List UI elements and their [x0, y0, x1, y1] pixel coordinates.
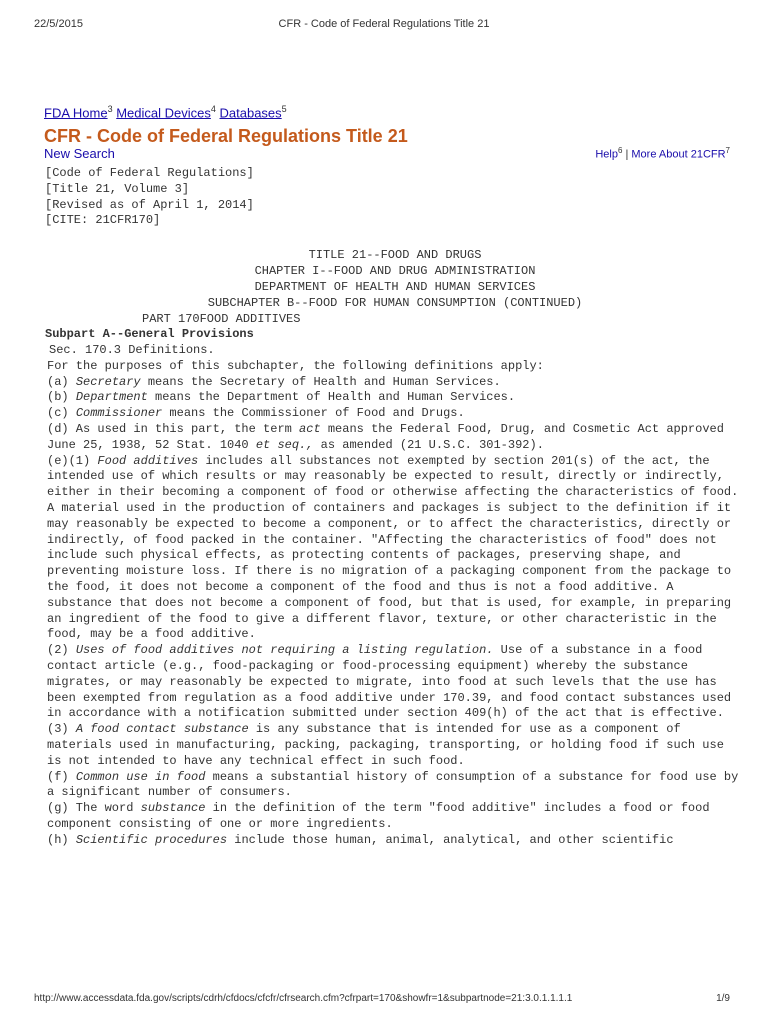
- subpart-heading: Subpart A--General Provisions: [45, 327, 254, 342]
- print-footer-page: 1/9: [716, 993, 730, 1004]
- help-links: [595, 146, 730, 161]
- print-title: CFR - Code of Federal Regulations Title 21: [278, 18, 490, 30]
- intro-paragraph: For the purposes of this subchapter, the following definitions apply:: [47, 358, 544, 373]
- new-search-link[interactable]: New Search: [44, 146, 115, 161]
- definition-h: (h) Scientific procedures include those human, animal, analytical, and other scientific: [47, 832, 674, 847]
- breadcrumb: [44, 104, 287, 120]
- definition-e1: (e)(1) Food additives includes all substances not exempted by section 201(s) of the act, the intended use of which results or may reasonably be expected to result, directly or indirectly, either in their becoming a component of food or otherwise affecting the characteristics of food. A material used in the production of containers and packages is subject to the definition if it may reasonably be expected to become a component, or to affect the characteristics, directly or indirectly, of food packed in the container. "Affecting the characteristics of food" does not include such physical effects, as protecting contents of packages, preserving shape, and preventing moisture loss. If there is no migration of a packaging component from the package to the food, it does not become a component of the food and thus is not a food additive. A substance that does not become a component of food, but that is used, for example, in preparing an ingredient of the food to give a different flavor, texture, or other characteristic in the food, may be a food additive.: [47, 453, 739, 642]
- nav-link-medical-devices[interactable]: Medical Devices: [116, 105, 211, 121]
- meta-line: [Code of Federal Regulations]: [45, 166, 254, 180]
- definition-e3: (3) A food contact substance is any substance that is intended for use as a component of materials used in manufacturing, packing, packaging, transporting, or holding food if such use is not intended to have any technical effect in such food.: [47, 722, 724, 768]
- help-footnote: 6: [617, 146, 623, 155]
- nav-footnote-5: 5: [281, 104, 287, 114]
- page-title: CFR - Code of Federal Regulations Title 21: [44, 126, 408, 146]
- definition-a: (a) Secretary means the Secretary of Health and Human Services.: [47, 374, 501, 389]
- definition-b: (b) Department means the Department of Health and Human Services.: [47, 390, 516, 405]
- regulation-content: [45, 166, 745, 848]
- nav-footnote-4: 4: [210, 104, 216, 114]
- title-heading: TITLE 21--FOOD AND DRUGS: [308, 248, 482, 263]
- print-footer-url: http://www.accessdata.fda.gov/scripts/cdrh/cfdocs/cfcfr/cfrsearch.cfm?cfrpart=170&showfr=1&subpartnode=21:3.0.1.1.1.1: [34, 993, 573, 1004]
- definition-c: (c) Commissioner means the Commissioner of Food and Drugs.: [47, 406, 465, 421]
- department-heading: DEPARTMENT OF HEALTH AND HUMAN SERVICES: [254, 280, 536, 295]
- heading-block: [45, 247, 745, 327]
- meta-line: [CITE: 21CFR170]: [45, 213, 161, 228]
- help-separator: |: [625, 148, 629, 161]
- definition-d: (d) As used in this part, the term act means the Federal Food, Drug, and Cosmetic Act approved June 25, 1938, 52 Stat. 1040 et seq., as amended (21 U.S.C. 301-392).: [47, 421, 724, 452]
- more-footnote: 7: [725, 146, 730, 155]
- definition-e2: (2) Uses of food additives not requiring a listing regulation. Use of a substance in a food contact article (e.g., food-packaging or food-processing equipment) whereby the substance migrates, or may reasonably be expected to migrate, into food at such levels that the use has been exempted from regulation as a food additive under 170.39, and food contact substances used in accordance with a notification submitted under section 409(h) of the act that is effective.: [47, 643, 732, 721]
- meta-line: [Revised as of April 1, 2014]: [45, 197, 254, 212]
- nav-link-fda-home[interactable]: FDA Home: [44, 105, 108, 121]
- subchapter-heading: SUBCHAPTER B--FOOD FOR HUMAN CONSUMPTION (CONTINUED): [207, 296, 583, 311]
- nav-footnote-3: 3: [107, 104, 113, 114]
- definition-g: (g) The word substance in the definition of the term "food additive" includes a food or food component consisting of one or more ingredients.: [47, 801, 710, 831]
- nav-link-databases[interactable]: Databases: [219, 105, 282, 121]
- print-date: 22/5/2015: [34, 18, 83, 30]
- more-about-21cfr-link[interactable]: More About 21CFR: [631, 148, 726, 161]
- part-heading: PART 170FOOD ADDITIVES: [142, 312, 301, 327]
- section-title: Sec. 170.3 Definitions.: [49, 342, 215, 357]
- meta-line: [Title 21, Volume 3]: [45, 181, 190, 196]
- help-link[interactable]: Help: [595, 148, 618, 161]
- citation-block: [45, 166, 745, 229]
- definition-f: (f) Common use in food means a substantial history of consumption of a substance for food use by a significant number of consumers.: [47, 769, 739, 800]
- chapter-heading: CHAPTER I--FOOD AND DRUG ADMINISTRATION: [254, 264, 536, 279]
